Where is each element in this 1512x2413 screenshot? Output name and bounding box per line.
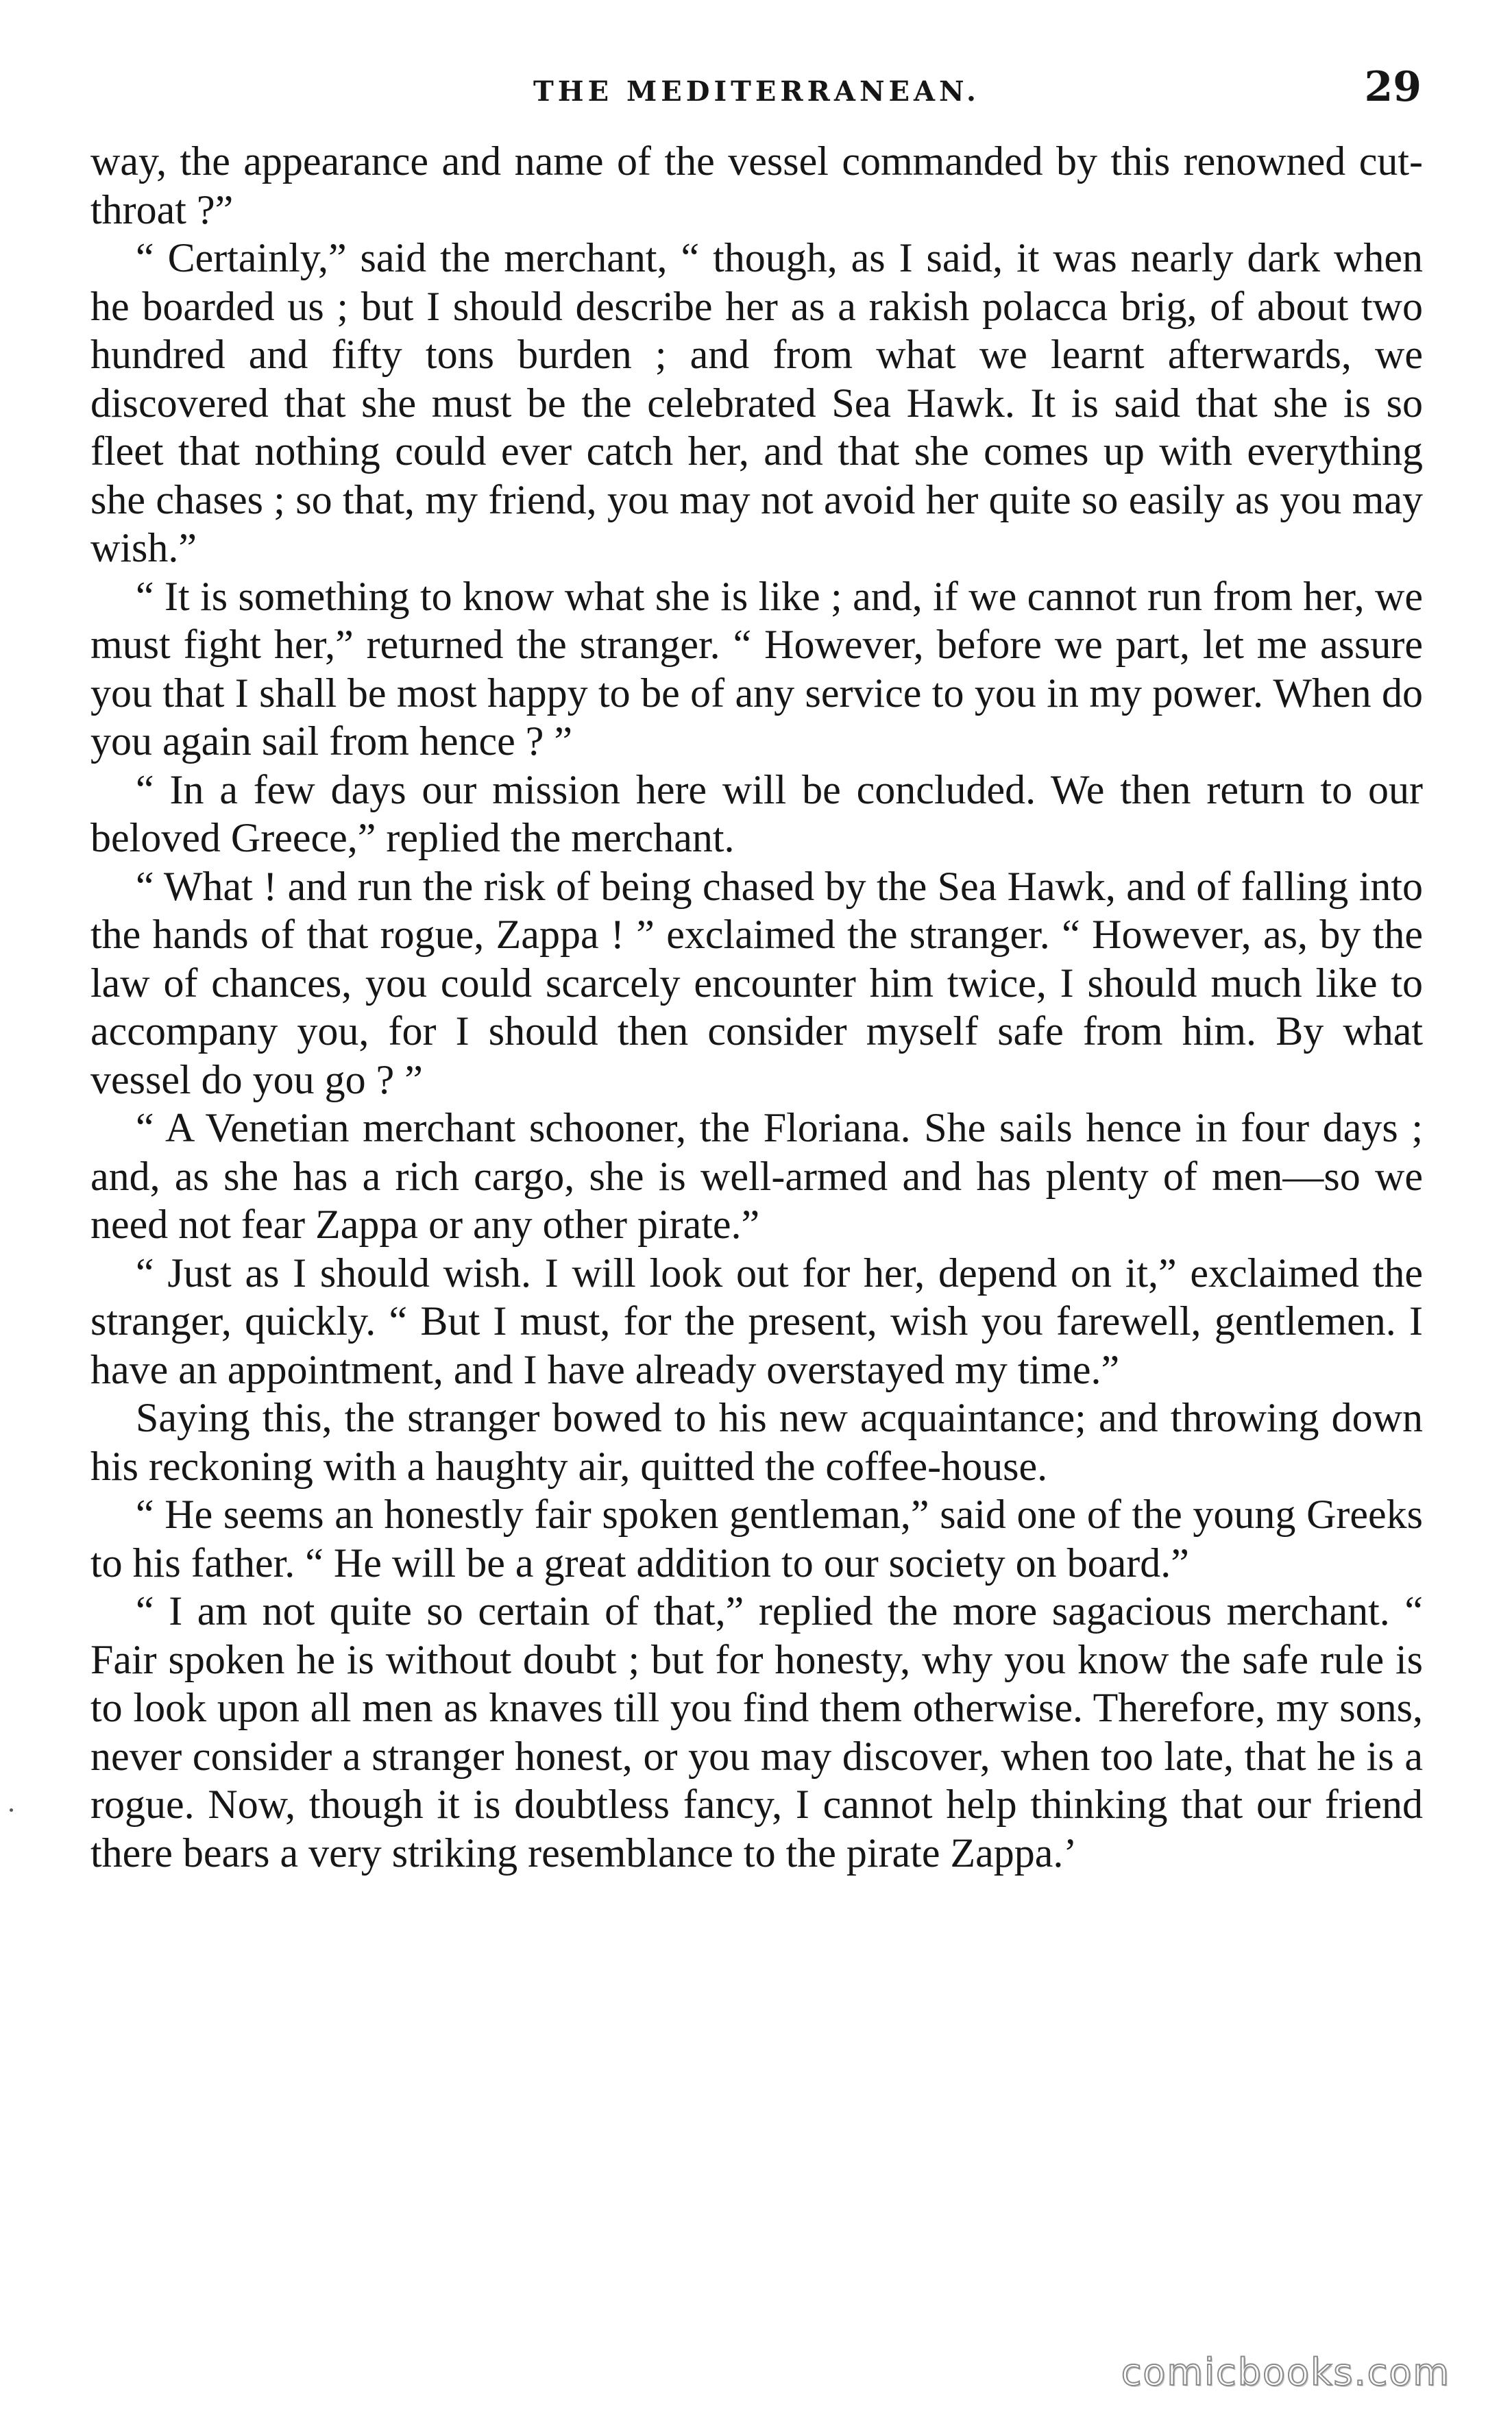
paragraph: “ In a few days our mission here will be concluded. We then return to our beloved Greece,” replied the merchant.	[90, 766, 1423, 860]
running-head	[92, 63, 1422, 125]
paragraph: “ I am not quite so certain of that,” replied the more sagacious merchant. “ Fair spoken he is without doubt ; but for honesty, why you know the safe rule is to look upon all men as knaves till you find them otherwise. Therefore, my sons, never consider a stranger honest, or you may discover, when too late, that he is a rogue. Now, though it is doubtless fancy, I cannot help thinking that our friend there bears a very striking resemblance to the pirate Zappa.’	[90, 1588, 1423, 1876]
paragraph: Saying this, the stranger bowed to his new acquaintance; and throwing down his reckoning with a haughty air, quitted the coffee-house.	[90, 1395, 1423, 1489]
paragraph: way, the appearance and name of the vessel commanded by this renowned cut-throat ?”	[90, 138, 1423, 232]
paragraph: “ He seems an honestly fair spoken gentleman,” said one of the young Greeks to his father. “ He will be a great addition to our society on board.”	[90, 1492, 1423, 1586]
text-body	[90, 137, 1423, 1877]
paragraph: “ A Venetian merchant schooner, the Floriana. She sails hence in four days ; and, as she has a rich cargo, she is well-armed and has plenty of men—so we need not fear Zappa or any other pirate.”	[90, 1105, 1423, 1247]
paragraph: “ Just as I should wish. I will look out for her, depend on it,” exclaimed the stranger, quickly. “ But I must, for the present, wish you farewell, gentlemen. I have an appointment, and I have already overstayed my time.”	[90, 1250, 1423, 1392]
running-title: THE MEDITERRANEAN.	[533, 75, 980, 108]
paragraph: “ Certainly,” said the merchant, “ though, as I said, it was nearly dark when he boarded us ; but I should describe her as a rakish polacca brig, of about two hundred and fifty tons burden ; and from what we learnt afterwards, we discovered that she must be the celebrated Sea Hawk. It is said that she is so fleet that nothing could ever catch her, and that she comes up with everything she chases ; so that, my friend, you may not avoid her quite so easily as you may wish.”	[90, 235, 1423, 570]
page-number: 29	[1364, 63, 1422, 111]
paragraph: “ What ! and run the risk of being chased by the Sea Hawk, and of falling into the hands of that rogue, Zappa ! ” exclaimed the stranger. “ However, as, by the law of chances, you could scarcely encounter him twice, I should much like to accompany you, for I should then consider myself safe from him. By what vessel do you go ? ”	[90, 863, 1423, 1102]
watermark: comicbooks.com	[1121, 2351, 1450, 2394]
ink-speck	[10, 1808, 13, 1812]
paragraph: “ It is something to know what she is like ; and, if we cannot run from her, we must fight her,” returned the stranger. “ However, before we part, let me assure you that I shall be most happy to be of any service to you in my power. When do you again sail from hence ? ”	[90, 573, 1423, 764]
